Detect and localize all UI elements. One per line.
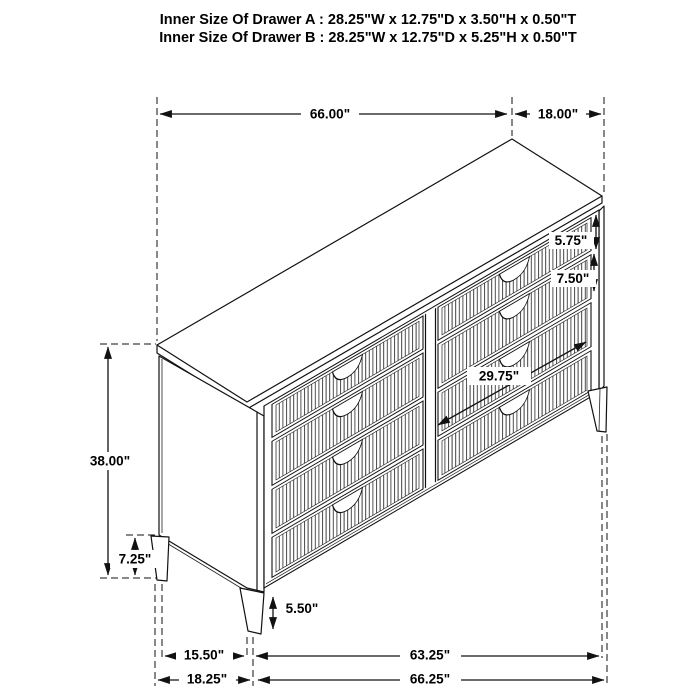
dim-base-length — [258, 670, 604, 688]
dim-top-length — [160, 105, 507, 123]
dim-base-length-label: 66.25" — [409, 671, 451, 687]
inner-size-drawer-b-text: Inner Size Of Drawer B : 28.25"W x 12.75"D x 5.25"H x 0.50"T — [159, 30, 577, 46]
dim-leg-inset-label: 15.50" — [183, 647, 225, 663]
dim-leg-span — [256, 646, 599, 664]
dim-base-depth-label: 18.25" — [186, 671, 228, 687]
dim-top-length-label: 66.00" — [309, 106, 351, 122]
dim-leg-inset — [165, 646, 244, 664]
dim-overall-height — [81, 347, 139, 575]
dim-overall-height-label: 38.00" — [89, 453, 131, 469]
dim-drawer-front-width-label: 29.75" — [478, 368, 520, 384]
dresser-drawing — [151, 139, 607, 634]
dim-side-leg-height-label: 7.25" — [118, 551, 152, 567]
dim-leg-span-label: 63.25" — [409, 647, 451, 663]
dim-front-leg-height-label: 5.50" — [285, 601, 319, 616]
dim-base-depth — [158, 670, 250, 688]
dim-top-drawer-front-height-label: 5.75" — [554, 233, 588, 248]
dim-lower-drawer-front-height-label: 7.50" — [556, 271, 590, 286]
leg-front-right — [588, 387, 607, 432]
leg-front-left — [240, 588, 264, 634]
title-block — [159, 12, 577, 46]
dim-front-leg-height — [273, 597, 324, 629]
inner-size-drawer-a-text: Inner Size Of Drawer A : 28.25"W x 12.75"D x 3.50"H x 0.50"T — [159, 12, 577, 28]
right-side-edge — [599, 206, 604, 392]
dim-top-depth-label: 18.00" — [537, 106, 579, 122]
dim-top-depth — [515, 105, 601, 123]
